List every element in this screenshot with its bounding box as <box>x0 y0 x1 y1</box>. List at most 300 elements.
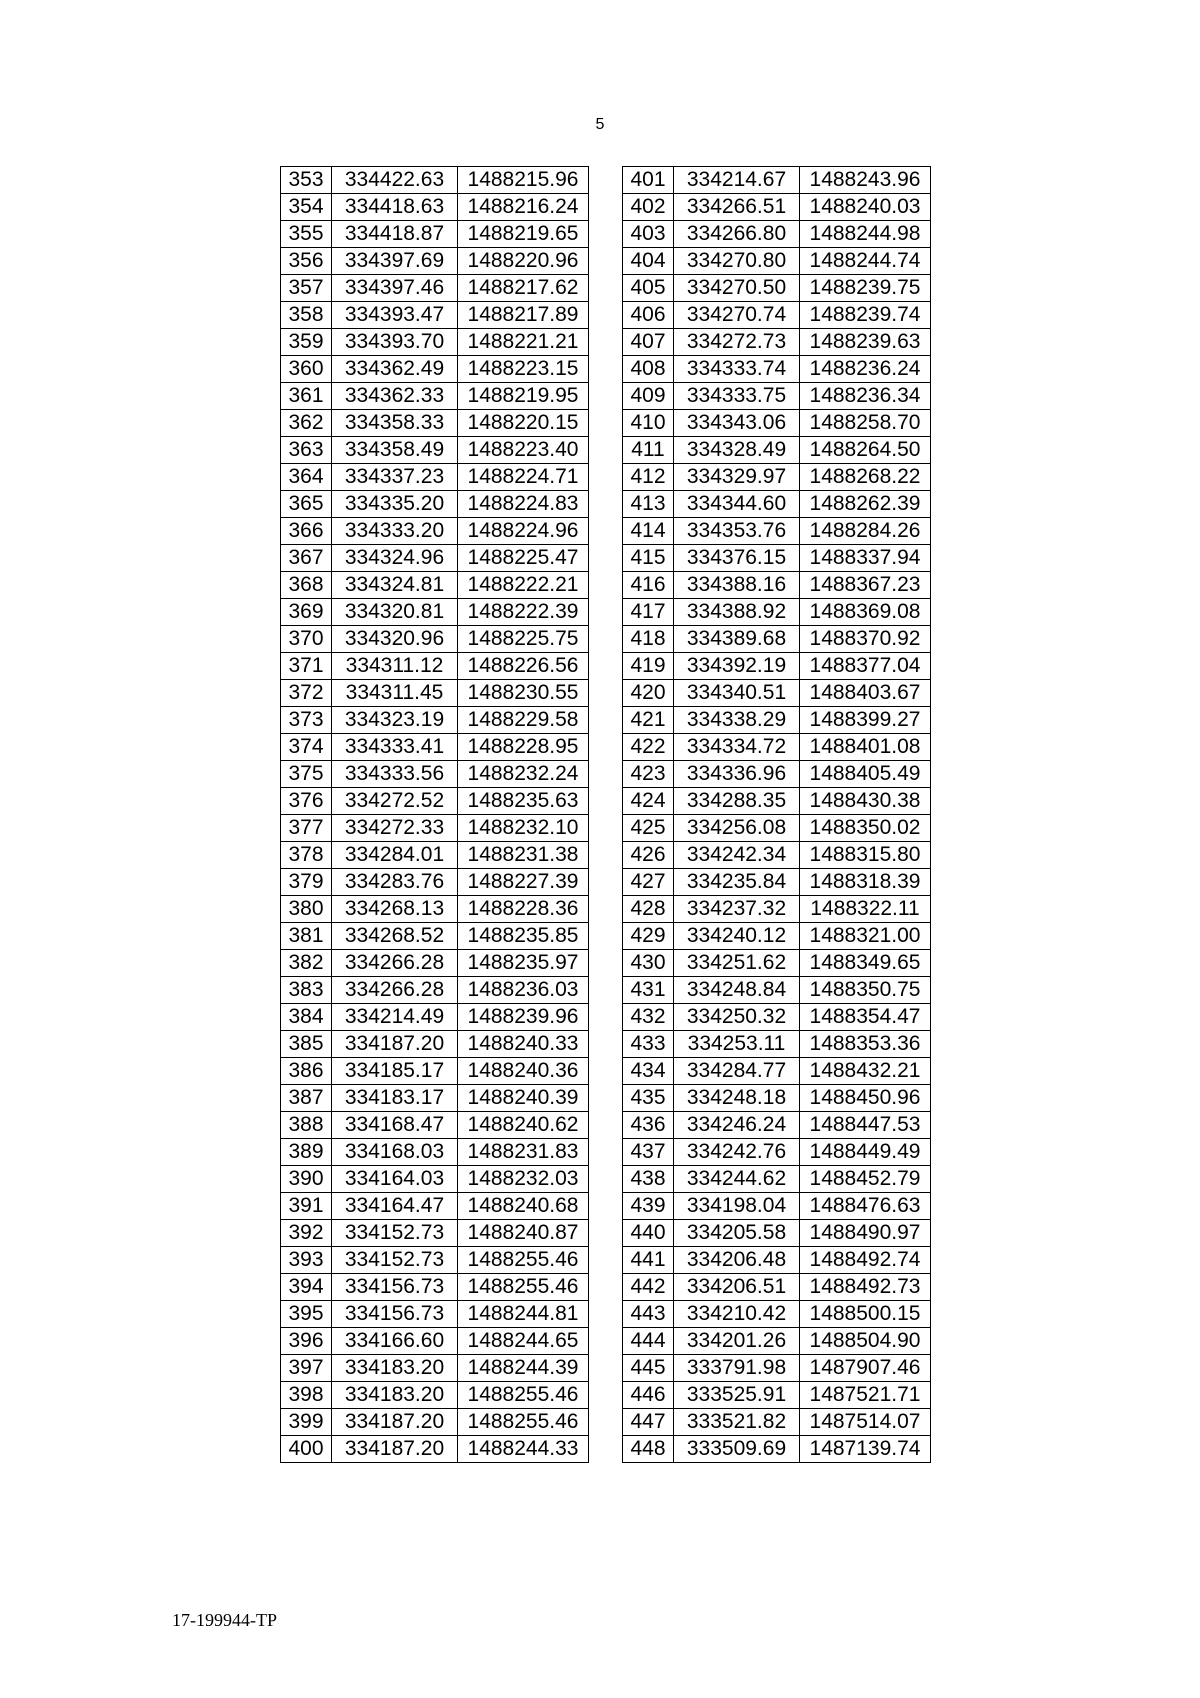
table-row <box>623 302 931 329</box>
y-coordinate-cell: 1488430.38 <box>800 788 931 815</box>
x-coordinate-cell: 334152.73 <box>332 1247 458 1274</box>
point-number-cell: 437 <box>623 1139 674 1166</box>
table-row <box>281 653 589 680</box>
table-row <box>623 221 931 248</box>
y-coordinate-cell: 1488255.46 <box>458 1409 589 1436</box>
point-number-cell: 400 <box>281 1436 332 1463</box>
table-row <box>623 626 931 653</box>
point-number-cell: 442 <box>623 1274 674 1301</box>
table-row <box>281 1166 589 1193</box>
point-number-cell: 366 <box>281 518 332 545</box>
x-coordinate-cell: 334344.60 <box>674 491 800 518</box>
y-coordinate-cell: 1488244.74 <box>800 248 931 275</box>
x-coordinate-cell: 334266.28 <box>332 950 458 977</box>
x-coordinate-cell: 334333.56 <box>332 761 458 788</box>
x-coordinate-cell: 334242.34 <box>674 842 800 869</box>
y-coordinate-cell: 1488240.39 <box>458 1085 589 1112</box>
x-coordinate-cell: 334256.08 <box>674 815 800 842</box>
y-coordinate-cell: 1488401.08 <box>800 734 931 761</box>
point-number-cell: 376 <box>281 788 332 815</box>
x-coordinate-cell: 334358.49 <box>332 437 458 464</box>
y-coordinate-cell: 1488215.96 <box>458 167 589 194</box>
y-coordinate-cell: 1488221.21 <box>458 329 589 356</box>
x-coordinate-cell: 334250.32 <box>674 1004 800 1031</box>
point-number-cell: 429 <box>623 923 674 950</box>
point-number-cell: 425 <box>623 815 674 842</box>
table-row <box>281 734 589 761</box>
table-row <box>623 599 931 626</box>
table-row <box>623 1301 931 1328</box>
table-row <box>281 491 589 518</box>
table-row <box>281 464 589 491</box>
x-coordinate-cell: 334205.58 <box>674 1220 800 1247</box>
table-row <box>623 167 931 194</box>
table-row <box>623 1166 931 1193</box>
point-number-cell: 362 <box>281 410 332 437</box>
x-coordinate-cell: 334311.45 <box>332 680 458 707</box>
table-row <box>623 1112 931 1139</box>
x-coordinate-cell: 334340.51 <box>674 680 800 707</box>
x-coordinate-cell: 334418.63 <box>332 194 458 221</box>
y-coordinate-cell: 1488255.46 <box>458 1247 589 1274</box>
table-row <box>623 194 931 221</box>
table-row <box>281 1436 589 1463</box>
point-number-cell: 418 <box>623 626 674 653</box>
table-row <box>623 518 931 545</box>
table-row <box>623 410 931 437</box>
x-coordinate-cell: 334183.20 <box>332 1355 458 1382</box>
x-coordinate-cell: 334168.03 <box>332 1139 458 1166</box>
table-row <box>623 464 931 491</box>
x-coordinate-cell: 334329.97 <box>674 464 800 491</box>
point-number-cell: 384 <box>281 1004 332 1031</box>
x-coordinate-cell: 334206.51 <box>674 1274 800 1301</box>
coordinate-table-right <box>622 166 931 1463</box>
x-coordinate-cell: 334358.33 <box>332 410 458 437</box>
y-coordinate-cell: 1488232.24 <box>458 761 589 788</box>
x-coordinate-cell: 334334.72 <box>674 734 800 761</box>
point-number-cell: 440 <box>623 1220 674 1247</box>
x-coordinate-cell: 333525.91 <box>674 1382 800 1409</box>
point-number-cell: 354 <box>281 194 332 221</box>
y-coordinate-cell: 1488236.24 <box>800 356 931 383</box>
point-number-cell: 448 <box>623 1436 674 1463</box>
point-number-cell: 430 <box>623 950 674 977</box>
point-number-cell: 372 <box>281 680 332 707</box>
x-coordinate-cell: 334311.12 <box>332 653 458 680</box>
table-row <box>623 815 931 842</box>
point-number-cell: 390 <box>281 1166 332 1193</box>
coordinate-table-left <box>280 166 589 1463</box>
x-coordinate-cell: 334333.74 <box>674 356 800 383</box>
table-row <box>281 275 589 302</box>
y-coordinate-cell: 1488244.39 <box>458 1355 589 1382</box>
x-coordinate-cell: 334362.33 <box>332 383 458 410</box>
y-coordinate-cell: 1487521.71 <box>800 1382 931 1409</box>
table-row <box>281 221 589 248</box>
table-row <box>281 1409 589 1436</box>
point-number-cell: 433 <box>623 1031 674 1058</box>
y-coordinate-cell: 1488403.67 <box>800 680 931 707</box>
point-number-cell: 417 <box>623 599 674 626</box>
x-coordinate-cell: 334388.16 <box>674 572 800 599</box>
table-row <box>623 761 931 788</box>
table-row <box>623 923 931 950</box>
y-coordinate-cell: 1488224.71 <box>458 464 589 491</box>
x-coordinate-cell: 334266.28 <box>332 977 458 1004</box>
point-number-cell: 373 <box>281 707 332 734</box>
y-coordinate-cell: 1488244.33 <box>458 1436 589 1463</box>
x-coordinate-cell: 334388.92 <box>674 599 800 626</box>
table-row <box>623 788 931 815</box>
point-number-cell: 402 <box>623 194 674 221</box>
y-coordinate-cell: 1488452.79 <box>800 1166 931 1193</box>
table-row <box>623 383 931 410</box>
x-coordinate-cell: 334156.73 <box>332 1301 458 1328</box>
table-row <box>281 950 589 977</box>
point-number-cell: 432 <box>623 1004 674 1031</box>
y-coordinate-cell: 1488228.36 <box>458 896 589 923</box>
table-row <box>623 1058 931 1085</box>
table-row <box>281 410 589 437</box>
point-number-cell: 411 <box>623 437 674 464</box>
y-coordinate-cell: 1488318.39 <box>800 869 931 896</box>
y-coordinate-cell: 1488450.96 <box>800 1085 931 1112</box>
x-coordinate-cell: 334248.84 <box>674 977 800 1004</box>
table-row <box>281 1382 589 1409</box>
table-row <box>623 1355 931 1382</box>
point-number-cell: 365 <box>281 491 332 518</box>
y-coordinate-cell: 1488222.39 <box>458 599 589 626</box>
point-number-cell: 374 <box>281 734 332 761</box>
table-row <box>281 1085 589 1112</box>
table-row <box>623 1247 931 1274</box>
point-number-cell: 423 <box>623 761 674 788</box>
y-coordinate-cell: 1488337.94 <box>800 545 931 572</box>
table-row <box>281 599 589 626</box>
table-row <box>623 1085 931 1112</box>
x-coordinate-cell: 333509.69 <box>674 1436 800 1463</box>
x-coordinate-cell: 334335.20 <box>332 491 458 518</box>
y-coordinate-cell: 1488240.68 <box>458 1193 589 1220</box>
table-row <box>281 1328 589 1355</box>
x-coordinate-cell: 334272.73 <box>674 329 800 356</box>
y-coordinate-cell: 1488244.98 <box>800 221 931 248</box>
point-number-cell: 371 <box>281 653 332 680</box>
table-row <box>623 329 931 356</box>
x-coordinate-cell: 334283.76 <box>332 869 458 896</box>
table-row <box>623 653 931 680</box>
point-number-cell: 415 <box>623 545 674 572</box>
x-coordinate-cell: 333521.82 <box>674 1409 800 1436</box>
y-coordinate-cell: 1488229.58 <box>458 707 589 734</box>
y-coordinate-cell: 1488226.56 <box>458 653 589 680</box>
point-number-cell: 397 <box>281 1355 332 1382</box>
y-coordinate-cell: 1488354.47 <box>800 1004 931 1031</box>
y-coordinate-cell: 1488223.15 <box>458 356 589 383</box>
y-coordinate-cell: 1488216.24 <box>458 194 589 221</box>
y-coordinate-cell: 1488240.87 <box>458 1220 589 1247</box>
y-coordinate-cell: 1488240.36 <box>458 1058 589 1085</box>
point-number-cell: 421 <box>623 707 674 734</box>
y-coordinate-cell: 1488217.89 <box>458 302 589 329</box>
y-coordinate-cell: 1488264.50 <box>800 437 931 464</box>
x-coordinate-cell: 334270.50 <box>674 275 800 302</box>
table-row <box>281 1058 589 1085</box>
table-row <box>281 842 589 869</box>
table-row <box>623 1139 931 1166</box>
x-coordinate-cell: 334253.11 <box>674 1031 800 1058</box>
x-coordinate-cell: 334206.48 <box>674 1247 800 1274</box>
point-number-cell: 422 <box>623 734 674 761</box>
point-number-cell: 377 <box>281 815 332 842</box>
y-coordinate-cell: 1488240.62 <box>458 1112 589 1139</box>
table-row <box>281 167 589 194</box>
point-number-cell: 427 <box>623 869 674 896</box>
point-number-cell: 375 <box>281 761 332 788</box>
x-coordinate-cell: 334164.03 <box>332 1166 458 1193</box>
point-number-cell: 404 <box>623 248 674 275</box>
table-row <box>623 950 931 977</box>
x-coordinate-cell: 334284.77 <box>674 1058 800 1085</box>
point-number-cell: 360 <box>281 356 332 383</box>
x-coordinate-cell: 334187.20 <box>332 1031 458 1058</box>
y-coordinate-cell: 1488447.53 <box>800 1112 931 1139</box>
table-row <box>281 1112 589 1139</box>
table-row <box>281 194 589 221</box>
y-coordinate-cell: 1488228.95 <box>458 734 589 761</box>
table-row <box>623 1382 931 1409</box>
x-coordinate-cell: 334268.52 <box>332 923 458 950</box>
point-number-cell: 363 <box>281 437 332 464</box>
x-coordinate-cell: 334198.04 <box>674 1193 800 1220</box>
x-coordinate-cell: 334201.26 <box>674 1328 800 1355</box>
point-number-cell: 416 <box>623 572 674 599</box>
point-number-cell: 353 <box>281 167 332 194</box>
y-coordinate-cell: 1488231.38 <box>458 842 589 869</box>
x-coordinate-cell: 334266.51 <box>674 194 800 221</box>
point-number-cell: 358 <box>281 302 332 329</box>
point-number-cell: 446 <box>623 1382 674 1409</box>
y-coordinate-cell: 1488243.96 <box>800 167 931 194</box>
table-row <box>623 1409 931 1436</box>
point-number-cell: 395 <box>281 1301 332 1328</box>
x-coordinate-cell: 334353.76 <box>674 518 800 545</box>
point-number-cell: 380 <box>281 896 332 923</box>
table-row <box>281 302 589 329</box>
x-coordinate-cell: 334323.19 <box>332 707 458 734</box>
y-coordinate-cell: 1488220.15 <box>458 410 589 437</box>
x-coordinate-cell: 334397.69 <box>332 248 458 275</box>
y-coordinate-cell: 1488239.75 <box>800 275 931 302</box>
y-coordinate-cell: 1488235.63 <box>458 788 589 815</box>
x-coordinate-cell: 334235.84 <box>674 869 800 896</box>
y-coordinate-cell: 1488258.70 <box>800 410 931 437</box>
point-number-cell: 414 <box>623 518 674 545</box>
table-row <box>281 626 589 653</box>
table-row <box>281 1031 589 1058</box>
y-coordinate-cell: 1488350.75 <box>800 977 931 1004</box>
x-coordinate-cell: 334320.81 <box>332 599 458 626</box>
y-coordinate-cell: 1488225.47 <box>458 545 589 572</box>
table-row <box>281 1274 589 1301</box>
x-coordinate-cell: 334185.17 <box>332 1058 458 1085</box>
x-coordinate-cell: 334338.29 <box>674 707 800 734</box>
table-row <box>623 842 931 869</box>
x-coordinate-cell: 334210.42 <box>674 1301 800 1328</box>
point-number-cell: 406 <box>623 302 674 329</box>
x-coordinate-cell: 334284.01 <box>332 842 458 869</box>
point-number-cell: 434 <box>623 1058 674 1085</box>
x-coordinate-cell: 334244.62 <box>674 1166 800 1193</box>
y-coordinate-cell: 1488236.03 <box>458 977 589 1004</box>
table-row <box>281 329 589 356</box>
y-coordinate-cell: 1488492.73 <box>800 1274 931 1301</box>
y-coordinate-cell: 1488367.23 <box>800 572 931 599</box>
x-coordinate-cell: 334392.19 <box>674 653 800 680</box>
y-coordinate-cell: 1488321.00 <box>800 923 931 950</box>
x-coordinate-cell: 334183.17 <box>332 1085 458 1112</box>
x-coordinate-cell: 334376.15 <box>674 545 800 572</box>
table-row <box>623 491 931 518</box>
table-row <box>623 1220 931 1247</box>
point-number-cell: 393 <box>281 1247 332 1274</box>
table-row <box>623 869 931 896</box>
point-number-cell: 392 <box>281 1220 332 1247</box>
x-coordinate-cell: 334328.49 <box>674 437 800 464</box>
y-coordinate-cell: 1487907.46 <box>800 1355 931 1382</box>
x-coordinate-cell: 334288.35 <box>674 788 800 815</box>
y-coordinate-cell: 1488369.08 <box>800 599 931 626</box>
point-number-cell: 412 <box>623 464 674 491</box>
point-number-cell: 443 <box>623 1301 674 1328</box>
point-number-cell: 410 <box>623 410 674 437</box>
point-number-cell: 413 <box>623 491 674 518</box>
point-number-cell: 428 <box>623 896 674 923</box>
point-number-cell: 441 <box>623 1247 674 1274</box>
x-coordinate-cell: 334270.74 <box>674 302 800 329</box>
table-row <box>623 248 931 275</box>
x-coordinate-cell: 334362.49 <box>332 356 458 383</box>
point-number-cell: 436 <box>623 1112 674 1139</box>
x-coordinate-cell: 334333.41 <box>332 734 458 761</box>
y-coordinate-cell: 1488239.63 <box>800 329 931 356</box>
point-number-cell: 409 <box>623 383 674 410</box>
table-row <box>281 1193 589 1220</box>
table-row <box>281 680 589 707</box>
y-coordinate-cell: 1487514.07 <box>800 1409 931 1436</box>
y-coordinate-cell: 1487139.74 <box>800 1436 931 1463</box>
y-coordinate-cell: 1488227.39 <box>458 869 589 896</box>
x-coordinate-cell: 334251.62 <box>674 950 800 977</box>
point-number-cell: 386 <box>281 1058 332 1085</box>
y-coordinate-cell: 1488217.62 <box>458 275 589 302</box>
table-row <box>623 896 931 923</box>
x-coordinate-cell: 334333.75 <box>674 383 800 410</box>
x-coordinate-cell: 334268.13 <box>332 896 458 923</box>
table-row <box>623 1031 931 1058</box>
point-number-cell: 438 <box>623 1166 674 1193</box>
point-number-cell: 382 <box>281 950 332 977</box>
point-number-cell: 426 <box>623 842 674 869</box>
x-coordinate-cell: 334422.63 <box>332 167 458 194</box>
y-coordinate-cell: 1488235.85 <box>458 923 589 950</box>
x-coordinate-cell: 334164.47 <box>332 1193 458 1220</box>
table-row <box>623 1328 931 1355</box>
y-coordinate-cell: 1488492.74 <box>800 1247 931 1274</box>
point-number-cell: 399 <box>281 1409 332 1436</box>
table-row <box>623 1193 931 1220</box>
y-coordinate-cell: 1488349.65 <box>800 950 931 977</box>
point-number-cell: 367 <box>281 545 332 572</box>
y-coordinate-cell: 1488224.96 <box>458 518 589 545</box>
y-coordinate-cell: 1488232.03 <box>458 1166 589 1193</box>
y-coordinate-cell: 1488220.96 <box>458 248 589 275</box>
y-coordinate-cell: 1488244.65 <box>458 1328 589 1355</box>
x-coordinate-cell: 334152.73 <box>332 1220 458 1247</box>
table-row <box>281 788 589 815</box>
y-coordinate-cell: 1488239.96 <box>458 1004 589 1031</box>
document-code-footer: 17-199944-TP <box>172 1610 277 1630</box>
y-coordinate-cell: 1488244.81 <box>458 1301 589 1328</box>
x-coordinate-cell: 334272.33 <box>332 815 458 842</box>
table-row <box>281 1220 589 1247</box>
x-coordinate-cell: 334324.81 <box>332 572 458 599</box>
y-coordinate-cell: 1488222.21 <box>458 572 589 599</box>
point-number-cell: 381 <box>281 923 332 950</box>
x-coordinate-cell: 334333.20 <box>332 518 458 545</box>
point-number-cell: 357 <box>281 275 332 302</box>
point-number-cell: 408 <box>623 356 674 383</box>
y-coordinate-cell: 1488235.97 <box>458 950 589 977</box>
x-coordinate-cell: 334393.70 <box>332 329 458 356</box>
y-coordinate-cell: 1488476.63 <box>800 1193 931 1220</box>
y-coordinate-cell: 1488262.39 <box>800 491 931 518</box>
table-row <box>281 1355 589 1382</box>
point-number-cell: 445 <box>623 1355 674 1382</box>
y-coordinate-cell: 1488370.92 <box>800 626 931 653</box>
table-row <box>281 896 589 923</box>
point-number-cell: 391 <box>281 1193 332 1220</box>
y-coordinate-cell: 1488224.83 <box>458 491 589 518</box>
y-coordinate-cell: 1488240.03 <box>800 194 931 221</box>
point-number-cell: 355 <box>281 221 332 248</box>
y-coordinate-cell: 1488432.21 <box>800 1058 931 1085</box>
table-row <box>623 680 931 707</box>
table-row <box>623 437 931 464</box>
table-row <box>281 248 589 275</box>
point-number-cell: 369 <box>281 599 332 626</box>
x-coordinate-cell: 334248.18 <box>674 1085 800 1112</box>
point-number-cell: 385 <box>281 1031 332 1058</box>
y-coordinate-cell: 1488284.26 <box>800 518 931 545</box>
x-coordinate-cell: 334266.80 <box>674 221 800 248</box>
table-row <box>281 1301 589 1328</box>
table-row <box>623 572 931 599</box>
table-row <box>623 545 931 572</box>
point-number-cell: 379 <box>281 869 332 896</box>
x-coordinate-cell: 334389.68 <box>674 626 800 653</box>
y-coordinate-cell: 1488255.46 <box>458 1274 589 1301</box>
point-number-cell: 356 <box>281 248 332 275</box>
point-number-cell: 401 <box>623 167 674 194</box>
point-number-cell: 387 <box>281 1085 332 1112</box>
x-coordinate-cell: 333791.98 <box>674 1355 800 1382</box>
table-row <box>281 1139 589 1166</box>
point-number-cell: 378 <box>281 842 332 869</box>
x-coordinate-cell: 334242.76 <box>674 1139 800 1166</box>
point-number-cell: 439 <box>623 1193 674 1220</box>
